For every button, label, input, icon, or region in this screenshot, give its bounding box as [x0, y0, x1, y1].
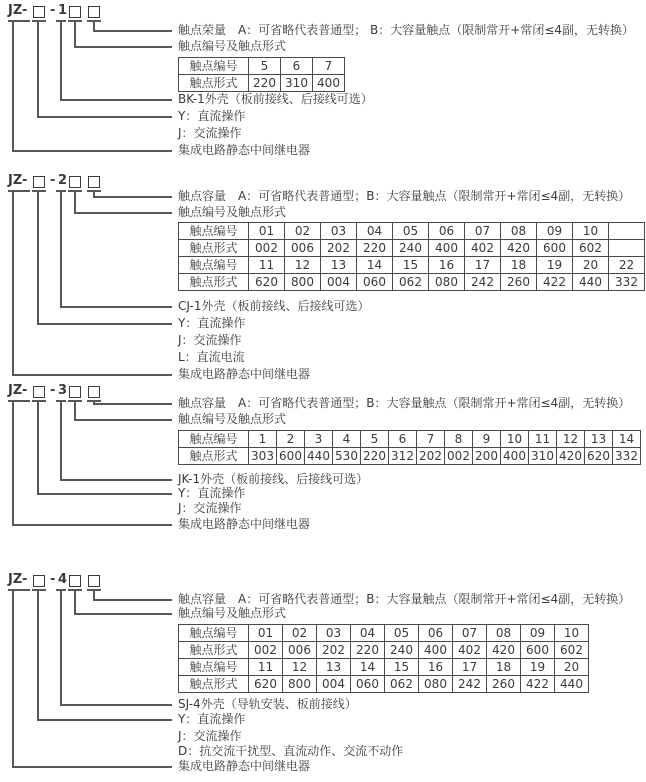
model-shell-digit: 3 — [58, 383, 68, 398]
connector-vline-contact — [74, 190, 76, 214]
data-cell: 22 — [609, 257, 645, 274]
data-cell: 260 — [501, 274, 537, 291]
data-cell: 5 — [361, 431, 389, 448]
connector-hline-shell — [60, 704, 172, 706]
data-cell: 006 — [285, 240, 321, 257]
connector-vline-relay — [12, 400, 14, 526]
contact-table-3 — [178, 430, 641, 465]
label-contact-capacity: 触点容量 A：可省略代表普通型；B：大容量触点（限制常开+常闭≤4副，无转换） — [178, 189, 631, 203]
model-box-operation — [33, 6, 45, 18]
data-cell: 332 — [609, 274, 645, 291]
row-header-cell: 触点形式 — [179, 240, 249, 257]
table-row — [179, 58, 345, 75]
connector-vline-contact — [74, 589, 76, 615]
label-relay-name: 集成电路静态中间继电器 — [178, 143, 311, 157]
row-header-cell: 触点编号 — [179, 431, 249, 448]
model-prefix: JZ- — [8, 383, 28, 398]
data-cell: 002 — [249, 240, 285, 257]
data-cell: 6 — [281, 58, 313, 75]
connector-hline-relay — [12, 524, 172, 526]
model-box-capacity — [88, 6, 100, 18]
data-cell: 332 — [613, 448, 641, 465]
table-row — [179, 240, 645, 257]
data-cell: 800 — [283, 676, 317, 693]
data-cell: 2 — [277, 431, 305, 448]
row-header-cell: 触点编号 — [179, 659, 249, 676]
data-cell: 20 — [573, 257, 609, 274]
label-operation-l: L：直流电流 — [178, 350, 245, 364]
label-contact-form: 触点编号及触点形式 — [178, 412, 287, 426]
label-operation-y: Y：直流操作 — [178, 486, 246, 500]
model-box-contact — [69, 575, 81, 587]
data-cell: 8 — [445, 431, 473, 448]
section-model-1 — [0, 4, 646, 170]
data-cell: 530 — [333, 448, 361, 465]
connector-hline-capacity — [93, 196, 172, 198]
data-cell: 620 — [585, 448, 613, 465]
label-operation-d: D：抗交流干扰型、直流动作、交流不动作 — [178, 744, 404, 758]
model-dash: - — [50, 383, 56, 398]
data-cell: 05 — [385, 625, 419, 642]
label-relay-name: 集成电路静态中间继电器 — [178, 517, 311, 531]
label-contact-capacity: 触点容量 A：可省略代表普通型；B：大容量触点（限制常开+常闭≤4副，无转换） — [178, 592, 631, 606]
data-cell: 002 — [445, 448, 473, 465]
data-cell: 18 — [487, 659, 521, 676]
data-cell: 04 — [357, 223, 393, 240]
model-shell-digit: 2 — [58, 173, 68, 188]
connector-vline-shell — [60, 20, 62, 101]
connector-vline-shell — [60, 589, 62, 706]
table-row — [179, 659, 589, 676]
data-cell: 16 — [419, 659, 453, 676]
connector-vline-relay — [12, 190, 14, 376]
data-cell: 17 — [453, 659, 487, 676]
connector-hline-contact — [74, 46, 172, 48]
data-cell: 004 — [321, 274, 357, 291]
row-header-cell: 触点形式 — [179, 448, 249, 465]
connector-hline-operation — [37, 323, 172, 325]
label-relay-name: 集成电路静态中间继电器 — [178, 759, 311, 773]
data-cell: 402 — [453, 642, 487, 659]
connector-hline-operation — [37, 719, 172, 721]
row-header-cell: 触点编号 — [179, 58, 249, 75]
data-cell: 12 — [285, 257, 321, 274]
data-cell: 080 — [429, 274, 465, 291]
data-cell: 200 — [473, 448, 501, 465]
connector-hline-contact — [74, 419, 172, 421]
data-cell: 09 — [521, 625, 555, 642]
connector-hline-shell — [60, 99, 172, 101]
label-contact-form: 触点编号及触点形式 — [178, 606, 287, 620]
data-cell: 02 — [283, 625, 317, 642]
table-row — [179, 257, 645, 274]
data-cell: 19 — [521, 659, 555, 676]
connector-hline-relay — [12, 374, 172, 376]
model-box-contact — [69, 386, 81, 398]
data-cell: 303 — [249, 448, 277, 465]
data-cell: 12 — [557, 431, 585, 448]
data-cell: 602 — [573, 240, 609, 257]
underline-box-operation — [32, 20, 46, 22]
label-operation-y: Y：直流操作 — [178, 316, 246, 330]
data-cell: 5 — [249, 58, 281, 75]
data-cell: 202 — [317, 642, 351, 659]
data-cell: 440 — [555, 676, 589, 693]
label-contact-form: 触点编号及触点形式 — [178, 205, 287, 219]
data-cell: 440 — [305, 448, 333, 465]
model-box-capacity — [88, 386, 100, 398]
data-cell: 07 — [465, 223, 501, 240]
connector-hline-capacity — [93, 30, 172, 32]
data-cell: 6 — [389, 431, 417, 448]
data-cell: 10 — [555, 625, 589, 642]
data-cell: 062 — [393, 274, 429, 291]
label-shell: BK-1外壳（板前接线、后接线可选） — [178, 92, 373, 106]
data-cell: 16 — [429, 257, 465, 274]
connector-hline-relay — [12, 766, 172, 768]
data-cell: 420 — [557, 448, 585, 465]
data-cell: 600 — [537, 240, 573, 257]
model-dash: - — [50, 572, 56, 587]
data-cell — [609, 223, 645, 240]
model-dash: - — [50, 173, 56, 188]
row-header-cell: 触点形式 — [179, 274, 249, 291]
model-box-operation — [33, 176, 45, 188]
connector-hline-shell — [60, 306, 172, 308]
model-box-contact — [69, 176, 81, 188]
data-cell: 15 — [393, 257, 429, 274]
connector-vline-operation — [37, 400, 39, 495]
underline-box-operation — [32, 190, 46, 192]
model-shell-digit: 4 — [58, 572, 68, 587]
label-operation-j: J：交流操作 — [178, 126, 242, 140]
model-box-contact — [69, 6, 81, 18]
connector-vline-operation — [37, 589, 39, 721]
data-cell: 060 — [351, 676, 385, 693]
label-shell: SJ-4外壳（导轨安装、板前接线） — [178, 697, 357, 711]
data-cell: 600 — [521, 642, 555, 659]
row-header-cell: 触点编号 — [179, 223, 249, 240]
contact-table-4 — [178, 624, 589, 693]
data-cell: 600 — [277, 448, 305, 465]
connector-vline-relay — [12, 20, 14, 152]
data-cell: 15 — [385, 659, 419, 676]
data-cell: 220 — [357, 240, 393, 257]
data-cell: 002 — [249, 642, 283, 659]
row-header-cell: 触点形式 — [179, 75, 249, 92]
data-cell: 20 — [555, 659, 589, 676]
connector-hline-capacity — [93, 403, 172, 405]
data-cell: 400 — [429, 240, 465, 257]
table-row — [179, 274, 645, 291]
data-cell: 062 — [385, 676, 419, 693]
data-cell: 420 — [501, 240, 537, 257]
data-cell: 03 — [321, 223, 357, 240]
data-cell: 17 — [465, 257, 501, 274]
data-cell: 08 — [501, 223, 537, 240]
model-shell-digit: 1 — [58, 3, 68, 18]
table-row — [179, 75, 345, 92]
label-relay-name: 集成电路静态中间继电器 — [178, 367, 311, 381]
data-cell: 08 — [487, 625, 521, 642]
data-cell: 240 — [385, 642, 419, 659]
data-cell: 4 — [333, 431, 361, 448]
data-cell: 240 — [393, 240, 429, 257]
connector-hline-contact — [74, 212, 172, 214]
model-box-operation — [33, 386, 45, 398]
data-cell: 9 — [473, 431, 501, 448]
connector-hline-relay — [12, 150, 172, 152]
data-cell: 1 — [249, 431, 277, 448]
data-cell: 11 — [249, 659, 283, 676]
connector-hline-contact — [74, 613, 172, 615]
data-cell: 04 — [351, 625, 385, 642]
underline-box-operation — [32, 400, 46, 402]
section-model-4 — [0, 573, 646, 778]
data-cell: 18 — [501, 257, 537, 274]
data-cell: 400 — [419, 642, 453, 659]
data-cell: 400 — [313, 75, 345, 92]
model-prefix: JZ- — [8, 572, 28, 587]
data-cell: 420 — [487, 642, 521, 659]
data-cell: 242 — [465, 274, 501, 291]
row-header-cell: 触点形式 — [179, 676, 249, 693]
label-shell: JK-1外壳（板前接线、后接线可选） — [178, 472, 369, 486]
data-cell: 02 — [285, 223, 321, 240]
data-cell: 7 — [417, 431, 445, 448]
data-cell: 05 — [393, 223, 429, 240]
connector-vline-operation — [37, 190, 39, 325]
connector-hline-shell — [60, 479, 172, 481]
data-cell: 080 — [419, 676, 453, 693]
row-header-cell: 触点形式 — [179, 642, 249, 659]
table-row — [179, 676, 589, 693]
table-row — [179, 223, 645, 240]
data-cell: 11 — [529, 431, 557, 448]
data-cell: 09 — [537, 223, 573, 240]
data-cell: 602 — [555, 642, 589, 659]
data-cell: 422 — [537, 274, 573, 291]
label-operation-y: Y：直流操作 — [178, 712, 246, 726]
data-cell: 800 — [285, 274, 321, 291]
connector-hline-operation — [37, 116, 172, 118]
data-cell: 7 — [313, 58, 345, 75]
label-contact-capacity: 触点荣量 A：可省略代表普通型； B：大容量触点（限制常开+常闭≤4副，无转换） — [178, 23, 635, 37]
model-prefix: JZ- — [8, 3, 28, 18]
data-cell: 01 — [249, 625, 283, 642]
data-cell: 19 — [537, 257, 573, 274]
data-cell: 202 — [321, 240, 357, 257]
data-cell: 13 — [317, 659, 351, 676]
connector-vline-contact — [74, 20, 76, 48]
table-row — [179, 642, 589, 659]
data-cell: 220 — [351, 642, 385, 659]
data-cell: 12 — [283, 659, 317, 676]
table-row — [179, 625, 589, 642]
data-cell: 13 — [585, 431, 613, 448]
data-cell: 14 — [357, 257, 393, 274]
data-cell: 004 — [317, 676, 351, 693]
model-prefix: JZ- — [8, 173, 28, 188]
model-box-capacity — [88, 575, 100, 587]
label-operation-j: J：交流操作 — [178, 729, 242, 743]
connector-vline-relay — [12, 589, 14, 768]
data-cell: 202 — [417, 448, 445, 465]
data-cell: 400 — [501, 448, 529, 465]
row-header-cell: 触点编号 — [179, 257, 249, 274]
label-contact-form: 触点编号及触点形式 — [178, 39, 287, 53]
connector-vline-contact — [74, 400, 76, 421]
underline-box-operation — [32, 589, 46, 591]
connector-vline-shell — [60, 190, 62, 308]
data-cell: 310 — [529, 448, 557, 465]
connector-vline-operation — [37, 20, 39, 118]
data-cell: 422 — [521, 676, 555, 693]
data-cell: 13 — [321, 257, 357, 274]
connector-hline-capacity — [93, 599, 172, 601]
data-cell: 14 — [351, 659, 385, 676]
data-cell: 11 — [249, 257, 285, 274]
data-cell: 3 — [305, 431, 333, 448]
data-cell: 060 — [357, 274, 393, 291]
data-cell: 006 — [283, 642, 317, 659]
data-cell: 440 — [573, 274, 609, 291]
model-box-capacity — [88, 176, 100, 188]
model-dash: - — [50, 3, 56, 18]
data-cell: 03 — [317, 625, 351, 642]
label-shell: CJ-1外壳（板前接线、后接线可选） — [178, 299, 370, 313]
data-cell: 10 — [501, 431, 529, 448]
model-box-operation — [33, 575, 45, 587]
data-cell: 14 — [613, 431, 641, 448]
data-cell: 10 — [573, 223, 609, 240]
table-row — [179, 431, 641, 448]
data-cell: 242 — [453, 676, 487, 693]
connector-hline-operation — [37, 493, 172, 495]
table-row — [179, 448, 641, 465]
data-cell: 07 — [453, 625, 487, 642]
row-header-cell: 触点编号 — [179, 625, 249, 642]
data-cell: 01 — [249, 223, 285, 240]
data-cell: 06 — [419, 625, 453, 642]
data-cell: 260 — [487, 676, 521, 693]
contact-table-1 — [178, 57, 345, 92]
section-model-3 — [0, 384, 646, 534]
data-cell: 220 — [249, 75, 281, 92]
section-model-2 — [0, 174, 646, 384]
data-cell: 402 — [465, 240, 501, 257]
data-cell: 310 — [281, 75, 313, 92]
data-cell: 620 — [249, 274, 285, 291]
label-operation-y: Y：直流操作 — [178, 109, 246, 123]
data-cell — [609, 240, 645, 257]
label-operation-j: J：交流操作 — [178, 333, 242, 347]
data-cell: 620 — [249, 676, 283, 693]
contact-table-2 — [178, 222, 645, 291]
label-contact-capacity: 触点容量 A：可省略代表普通型；B：大容量触点（限制常开+常闭≤4副，无转换） — [178, 396, 631, 410]
label-operation-j: J：交流操作 — [178, 501, 242, 515]
data-cell: 220 — [361, 448, 389, 465]
connector-vline-shell — [60, 400, 62, 481]
data-cell: 06 — [429, 223, 465, 240]
data-cell: 312 — [389, 448, 417, 465]
